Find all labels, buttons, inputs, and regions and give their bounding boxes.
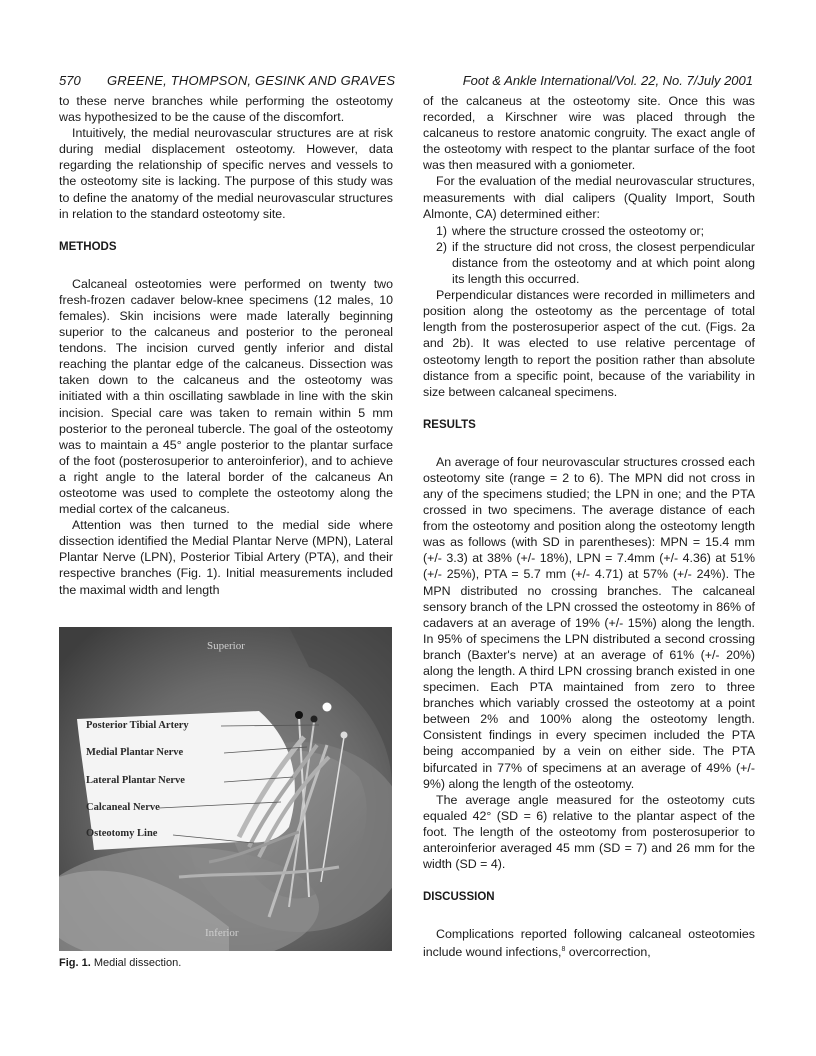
left-column [59, 93, 393, 598]
results-paragraph-1: An average of four neurovascular structures crossed each osteotomy site (range = 2 to 6). The MPN did not cross in any of the specimens studied; the LPN in one; and the PTA crossed in two specimens. The average distance of each from the osteotomy and position along the osteotomy length was as follows (with SD in parentheses): MPN = 15.4 mm (+/- 3.3) at 38% (+/- 18%), LPN = 7.4mm (+/- 4.36) at 51% (+/- 25%), PTA = 5.7 mm (+/- 4.71) at 57% (+/- 24%). The MPN distributed no crossing branches. The calcaneal sensory branch of the LPN crossed the osteotomy in 86% of cadavers at an average of 19% (+/- 15%) along the length. In 95% of specimens the LPN distributed a second crossing branch (Baxter's nerve) at an average of 61% (+/- 20%) along the length. A third LPN crossing branch existed in one specimen. Each PTA maintained from zero to three branches which variably crossed the osteotomy at a point between 2% and 100% along the osteotomy length. Consistent findings in every specimen included the PTA being accompanied by a vein on either side. The PTA bifurcated in 77% of specimens at an average of 49% (+/- 9%) along the length of the osteotomy. [423, 454, 755, 791]
list-item-text: where the structure crossed the osteotomy or; [452, 223, 705, 238]
label-medial-plantar-nerve: Medial Plantar Nerve [86, 747, 184, 758]
caption-text: Medial dissection. [90, 957, 182, 969]
label-osteotomy-line: Osteotomy Line [86, 828, 158, 839]
reference-superscript: 8 [561, 946, 566, 954]
label-inferior: Inferior [205, 927, 239, 939]
list-item-text: if the structure did not cross, the closest perpendicular distance from the osteotomy and at which point along its length this occurred. [452, 239, 755, 287]
discussion-text-start: Complications reported following calcaneal osteotomies include wound infections, [423, 927, 755, 960]
methods-heading: METHODS [59, 240, 117, 253]
methods-continuation: of the calcaneus at the osteotomy site. Once this was recorded, a Kirschner wire was placed through the calcaneus to restore anatomic congruity. The exact angle of the osteotomy with respect to the plantar surface of the foot was then measured with a goniometer. [423, 94, 755, 173]
list-item [423, 239, 755, 287]
methods-paragraph-2: Attention was then turned to the medial side where dissection identified the Medial Plantar Nerve (MPN), Lateral Plantar Nerve (LPN), Posterior Tibial Artery (PTA), and their respective branches (Fig. 1). Initial measurements included the maximal width and length [59, 518, 393, 597]
label-calcaneal-nerve: Calcaneal Nerve [86, 802, 160, 813]
dissection-photo [59, 627, 392, 951]
perpendicular-paragraph: Perpendicular distances were recorded in millimeters and position along the osteotomy as the percentage of total length from the posterosuperior aspect of the cut. (Figs. 2a and 2b). It was elected to use relative percentage of osteotomy length to report the position rather than absolute distance from a specific point, because of the variability in size between calcaneal specimens. [423, 288, 755, 399]
evaluation-paragraph: For the evaluation of the medial neurovascular structures, measurements with dial calipers (Quality Import, South Almonte, CA) determined either: [423, 174, 755, 221]
list-item-number: 2) [435, 239, 447, 254]
right-column [423, 93, 755, 961]
list-item-number: 1) [435, 223, 447, 238]
intro-continuation: to these nerve branches while performing the osteotomy was hypothesized to be the cause of the discomfort. [59, 94, 393, 125]
discussion-text-end: overcorrection, [565, 945, 651, 960]
figure-medial-dissection [59, 627, 392, 951]
methods-paragraph-1: Calcaneal osteotomies were performed on twenty two fresh-frozen cadaver below-knee specimens (12 males, 10 females). Skin incisions were made laterally beginning superior to the calcaneus and posterior to the peroneal tendons. The incision curved gently inferior and distal reaching the plantar edge of the calcaneus. Dissection was taken down to the calcaneus and the osteotomy was initiated with a thin oscillating sawblade in line with the skin incision. Special care was taken to remain within 5 mm posterior to the peroneal tubercle. The goal of the osteotomy was to maintain a 45° angle posterior to the plantar surface of the foot (posterosuperior to anteroinferior), and to achieve a right angle to the lateral border of the calcaneus An osteotome was used to complete the osteotomy along the medial cortex of the calcaneus. [59, 276, 393, 517]
results-paragraph-2: The average angle measured for the osteotomy cuts equaled 42° (SD = 6) relative to the plantar aspect of the foot. The length of the osteotomy from posterosuperior to anteroinferior averaged 45 mm (SD = 7) and 26 mm for the width (SD = 4). [423, 792, 755, 872]
list-item [423, 223, 755, 239]
label-lateral-plantar-nerve: Lateral Plantar Nerve [86, 775, 185, 786]
label-posterior-tibial-artery: Posterior Tibial Artery [86, 720, 189, 731]
discussion-paragraph [423, 926, 755, 960]
journal-info: Foot & Ankle International/Vol. 22, No. 7/July 2001 [462, 73, 753, 88]
page-number: 570 [59, 73, 81, 88]
running-title: GREENE, THOMPSON, GESINK AND GRAVES [107, 73, 396, 88]
intro-paragraph: Intuitively, the medial neurovascular structures are at risk during medial displacement osteotomy. However, data regarding the relationship of specific nerves and vessels to the osteotomy site is lacking. The purpose of this study was to define the anatomy of the medial neurovascular structures in relation to the standard osteotomy site. [59, 126, 393, 221]
caption-label: Fig. 1. [59, 957, 91, 969]
label-superior: Superior [207, 640, 245, 652]
results-heading: RESULTS [423, 418, 476, 431]
discussion-heading: DISCUSSION [423, 891, 495, 904]
figure-caption [59, 956, 181, 970]
criteria-list [423, 223, 755, 287]
running-header [59, 72, 753, 90]
